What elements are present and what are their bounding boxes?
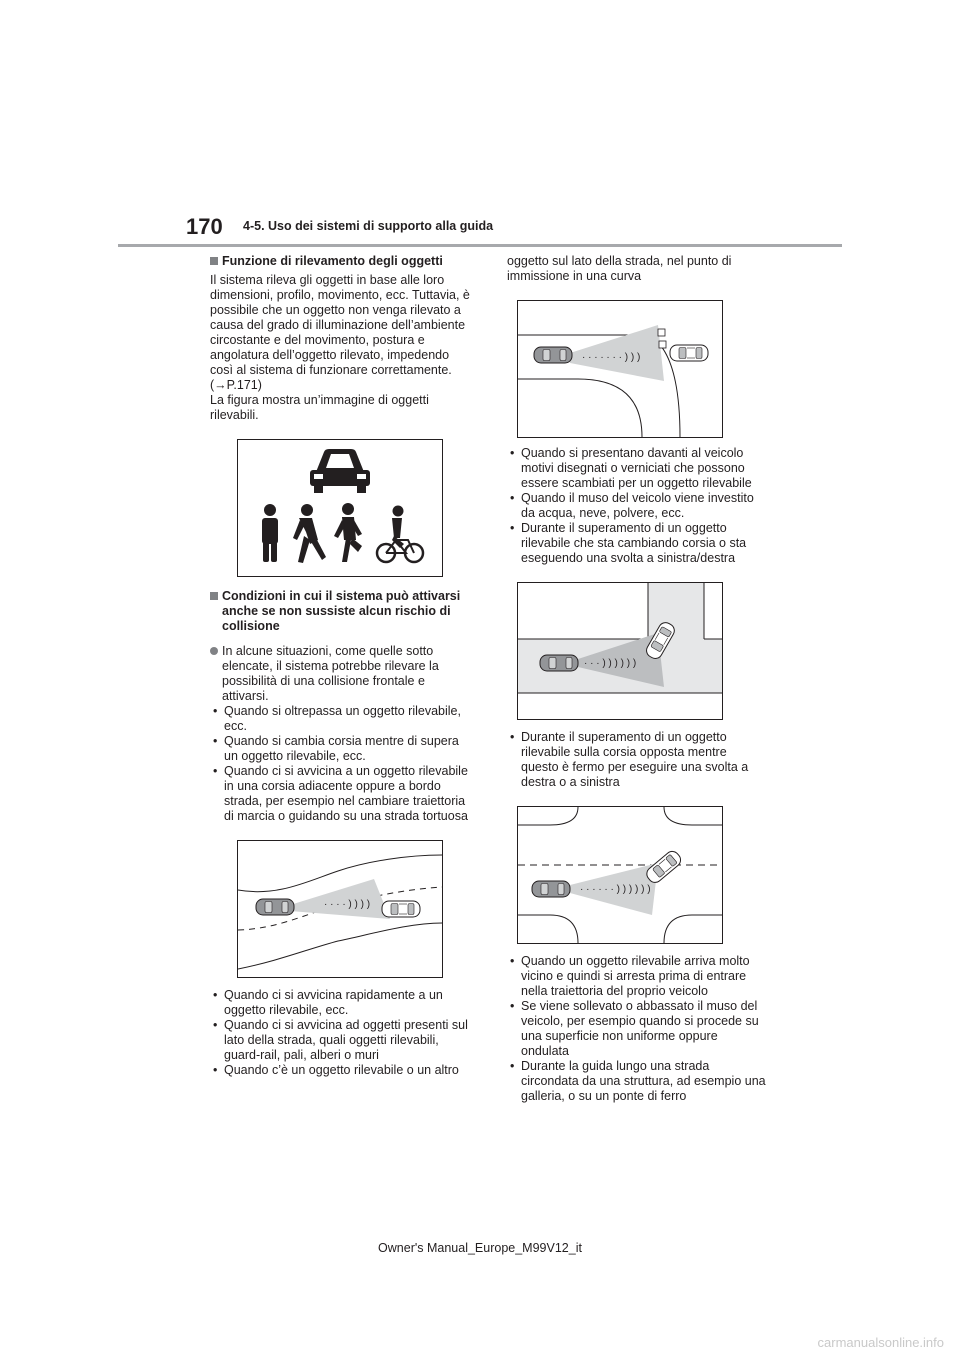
list-item: • Quando ci si avvicina a un oggetto rilevabile in una corsia adiacente oppure a bordo strada, per esempio nel cambiare traiettoria di marcia o guidando su una strada tortuosa — [210, 764, 470, 824]
list-item: • Quando si oltrepassa un oggetto rilevabile, ecc. — [210, 704, 470, 734]
list-item: • Quando si cambia corsia mentre di supera un oggetto rilevabile, ecc. — [210, 734, 470, 764]
paragraph-false-activation-intro: In alcune situazioni, come quelle sotto elencate, il sistema potrebbe rilevare la possibilità di una collisione frontale e attivarsi. — [210, 644, 470, 704]
list-item: • Quando il muso del veicolo viene investito da acqua, neve, polvere, ecc. — [507, 491, 767, 521]
figure-curving-road — [237, 840, 443, 978]
list-item: • Quando c’è un oggetto rilevabile o un altro — [210, 1063, 470, 1078]
svg-text:· · · · ) ) ) ): · · · · ) ) ) ) — [324, 899, 371, 910]
watermark: carmanualsonline.info — [817, 1335, 944, 1350]
figure-curve-entry — [517, 300, 723, 438]
cyclist-icon — [377, 506, 423, 563]
car-front-icon — [310, 449, 370, 493]
list-item: • Se viene sollevato o abbassato il muso del veicolo, per esempio quando si procede su una superficie non uniforme oppure ondulata — [507, 999, 767, 1059]
list-item: • Quando si presentano davanti al veicolo motivi disegnati o verniciati che possono essere scambiati per un oggetto rilevabile — [507, 446, 767, 491]
pedestrian-walking-icon — [293, 504, 326, 563]
heading-object-detection: Funzione di rilevamento degli oggetti — [210, 254, 470, 269]
list-item: • Quando ci si avvicina rapidamente a un oggetto rilevabile, ecc. — [210, 988, 470, 1018]
figure-oncoming-turn — [517, 806, 723, 944]
figure-detectable-objects — [237, 439, 443, 577]
list-item: • Durante la guida lungo una strada circondata da una struttura, ad esempio una galleria, o su un ponte di ferro — [507, 1059, 767, 1104]
svg-text:· · · ) ) ) ) ) ): · · · ) ) ) ) ) ) — [584, 658, 637, 669]
list-item: • Quando ci si avvicina ad oggetti presenti sul lato della strada, quali oggetti rilevabili, guard-rail, pali, alberi o muri — [210, 1018, 470, 1063]
heading-false-activation: Condizioni in cui il sistema può attivarsi anche se non sussiste alcun rischio di collisione — [210, 589, 470, 634]
figure-turning-vehicle — [517, 582, 723, 720]
paragraph-figure-intro: La figura mostra un’immagine di oggetti rilevabili. — [210, 393, 429, 422]
paragraph-detection: Il sistema rileva gli oggetti in base alle loro dimensioni, profilo, movimento, ecc. Tuttavia, è possibile che un oggetto non venga rilevato a causa del grado di illuminazione dell’ambiente circostante e del movimento, postura e angolatura dell’oggetto rilevato, impedendo così al sistema di funzionare correttamente. (→P.171) — [210, 273, 470, 392]
right-column — [507, 254, 767, 1104]
header-divider — [118, 244, 842, 247]
left-column — [210, 254, 470, 1078]
pedestrian-standing-icon — [262, 504, 278, 562]
footer-manual-id: Owner's Manual_Europe_M99V12_it — [378, 1241, 582, 1255]
pedestrian-running-icon — [334, 503, 362, 562]
page-number: 170 — [186, 214, 223, 239]
list-item: • Quando un oggetto rilevabile arriva molto vicino e quindi si arresta prima di entrare nella traiettoria del proprio veicolo — [507, 954, 767, 999]
section-title: 4-5. Uso dei sistemi di supporto alla guida — [243, 219, 494, 233]
paragraph-continuation: oggetto sul lato della strada, nel punto di immissione in una curva — [507, 254, 732, 283]
list-item: • Durante il superamento di un oggetto rilevabile sulla corsia opposta mentre questo è fermo per eseguire una svolta a destra o a sinistra — [507, 730, 767, 790]
list-item: • Durante il superamento di un oggetto rilevabile che sta cambiando corsia o sta eseguendo una svolta a sinistra/destra — [507, 521, 767, 566]
svg-text:· · · · · · ) ) ) ) ) ): · · · · · · ) ) ) ) ) ) — [580, 884, 651, 895]
svg-text:· · · · · · · ) ) ): · · · · · · · ) ) ) — [582, 352, 641, 363]
